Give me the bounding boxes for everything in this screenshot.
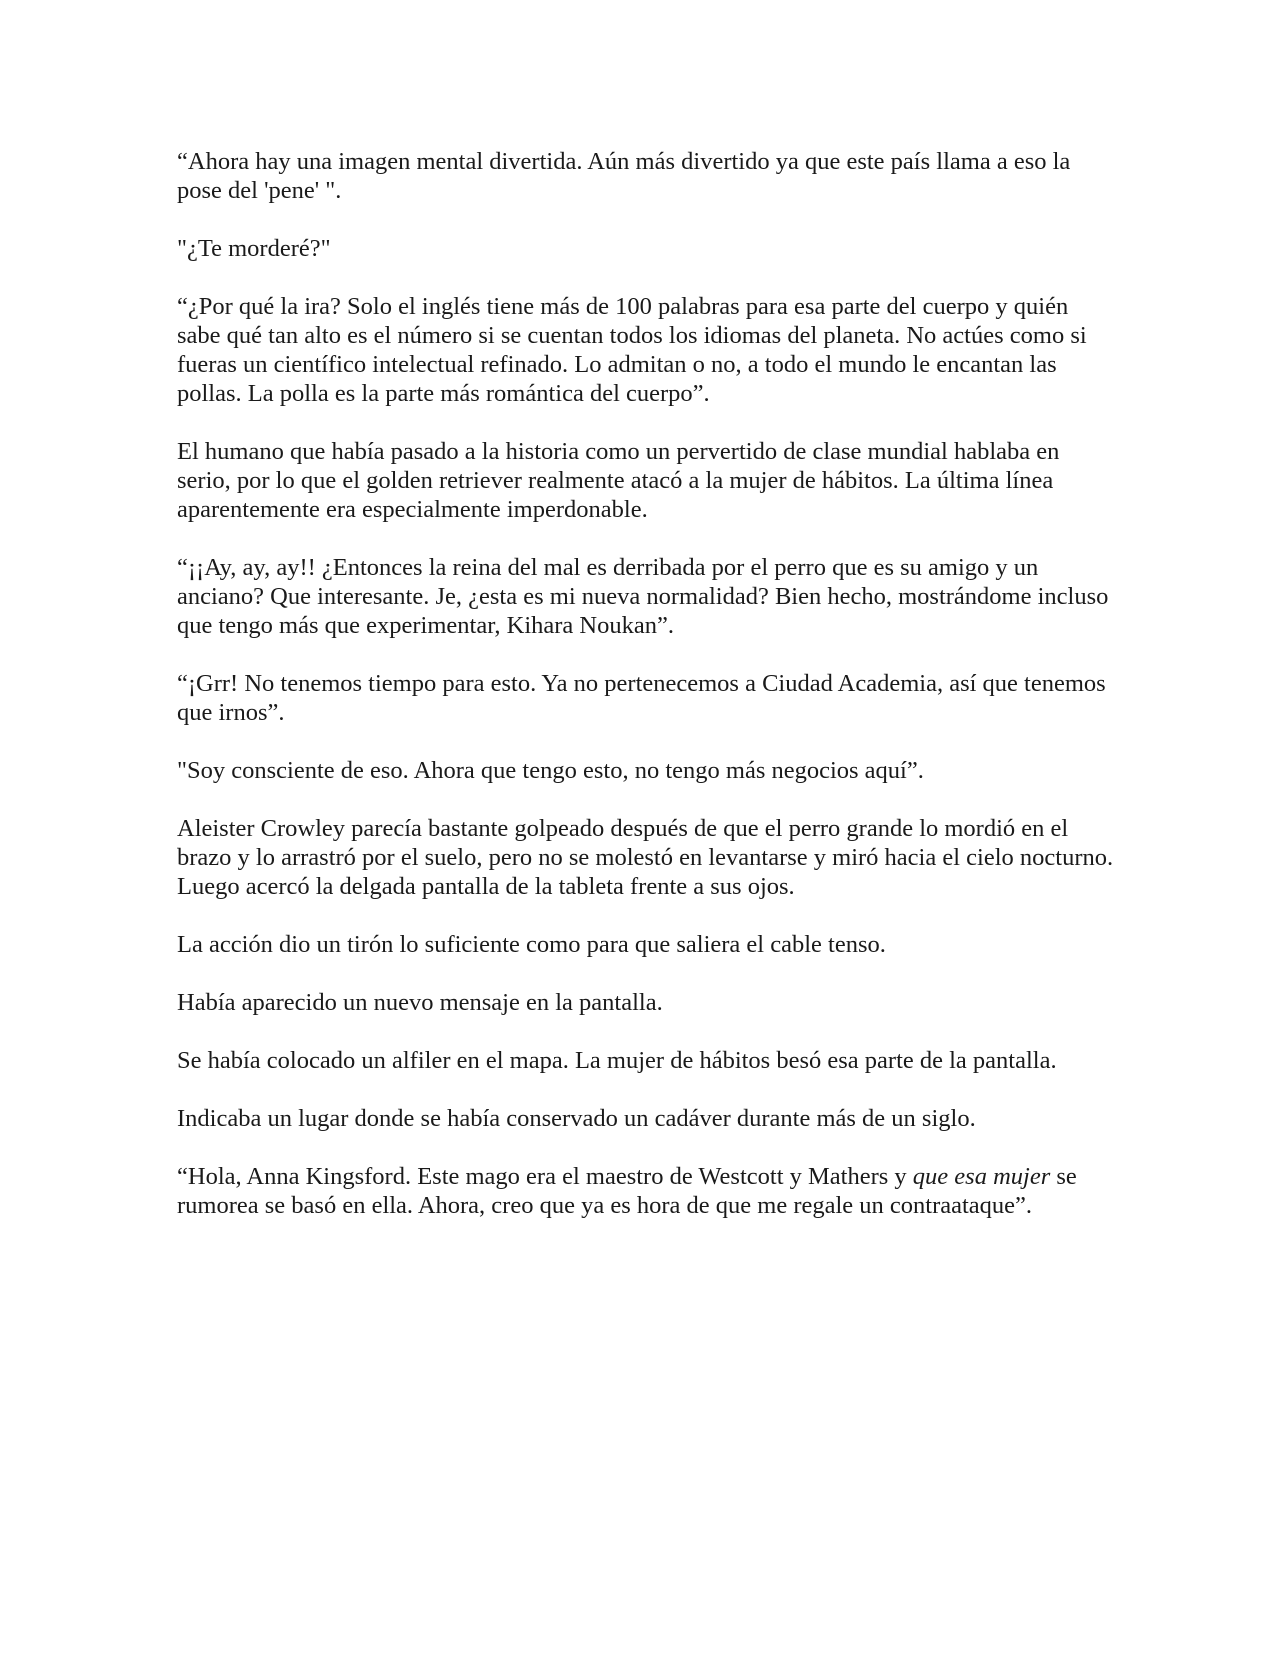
paragraph-8: Aleister Crowley parecía bastante golpeado después de que el perro grande lo mordió en el brazo y lo arrastró por el suelo, pero no se molestó en levantarse y miró hacia el cielo nocturno. Luego acercó la delgada pantalla de la tableta frente a sus ojos. bbox=[177, 815, 1114, 900]
paragraph-7: "Soy consciente de eso. Ahora que tengo esto, no tengo más negocios aquí”. bbox=[177, 757, 924, 784]
paragraph-9: La acción dio un tirón lo suficiente como para que saliera el cable tenso. bbox=[177, 931, 886, 958]
paragraph-13-before: “Hola, Anna Kingsford. Este mago era el maestro de Westcott y Mathers y bbox=[177, 1163, 913, 1190]
paragraph-2: "¿Te morderé?" bbox=[177, 235, 331, 262]
paragraph-4: El humano que había pasado a la historia como un pervertido de clase mundial hablaba en serio, por lo que el golden retriever realmente atacó a la mujer de hábitos. La última línea aparentemente era especialmente imperdonable. bbox=[177, 438, 1060, 523]
paragraph-10: Había aparecido un nuevo mensaje en la pantalla. bbox=[177, 989, 663, 1016]
paragraph-13-italic: que esa mujer bbox=[912, 1163, 1051, 1190]
paragraph-12: Indicaba un lugar donde se había conservado un cadáver durante más de un siglo. bbox=[177, 1105, 976, 1132]
paragraph-1: “Ahora hay una imagen mental divertida. Aún más divertido ya que este país llama a eso la pose del 'pene' ". bbox=[177, 148, 1071, 204]
paragraph-6: “¡Grr! No tenemos tiempo para esto. Ya no pertenecemos a Ciudad Academia, así que tenemos que irnos”. bbox=[177, 670, 1106, 726]
paragraph-3: “¿Por qué la ira? Solo el inglés tiene más de 100 palabras para esa parte del cuerpo y quién sabe qué tan alto es el número si se cuentan todos los idiomas del planeta. No actúes como si fueras un científico intelectual refinado. Lo admitan o no, a todo el mundo le encantan las pollas. La polla es la parte más romántica del cuerpo”. bbox=[177, 293, 1087, 407]
paragraph-13-after: se rumorea se basó en ella. Ahora, creo que ya es hora de que me regale un contraataque”. bbox=[177, 1163, 1077, 1219]
paragraph-5: “¡¡Ay, ay, ay!! ¿Entonces la reina del mal es derribada por el perro que es su amigo y un anciano? Que interesante. Je, ¿esta es mi nueva normalidad? Bien hecho, mostrándome incluso que tengo más que experimentar, Kihara Noukan”. bbox=[177, 554, 1109, 639]
document-page bbox=[177, 147, 1117, 1249]
paragraph-11: Se había colocado un alfiler en el mapa. La mujer de hábitos besó esa parte de la pantalla. bbox=[177, 1047, 1057, 1074]
paragraph-13 bbox=[177, 1162, 1117, 1220]
